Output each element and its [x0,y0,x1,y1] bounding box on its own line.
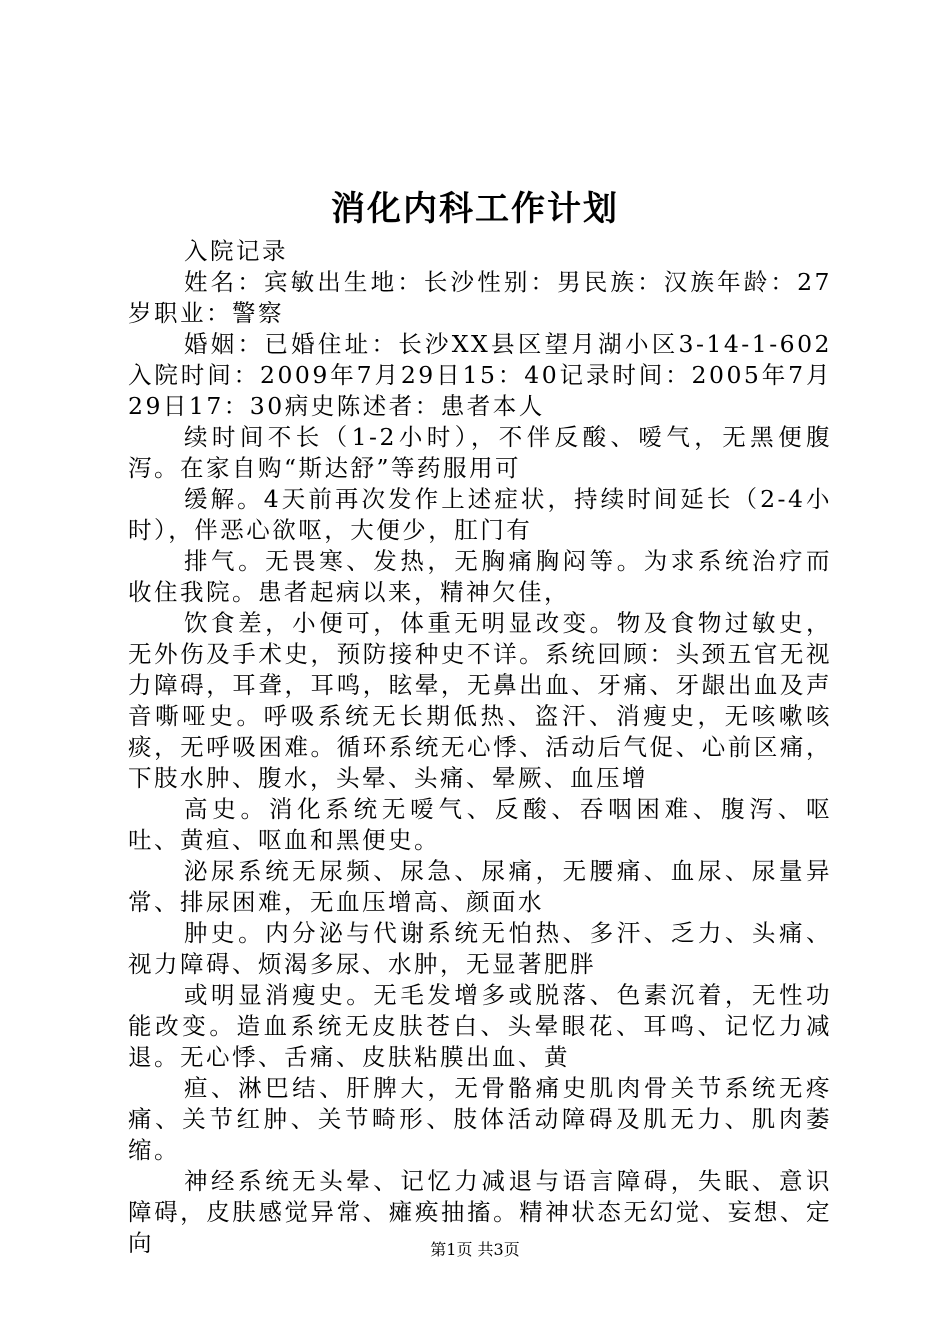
page-footer: 第1页 共3页 [430,1240,520,1259]
document-body [128,236,832,1259]
paragraph: 饮食差，小便可，体重无明显改变。物及食物过敏史，无外伤及手术史，预防接种史不详。系统回顾：头颈五官无视力障碍，耳聋，耳鸣，眩晕，无鼻出血、牙痛、牙龈出血及声音嘶哑史。呼吸系统无长期低热、盗汗、消瘦史，无咳嗽咳痰，无呼吸困难。循环系统无心悸、活动后气促、心前区痛，下肢水肿、腹水，头晕、头痛、晕厥、血压增 [128,609,832,792]
paragraph: 缓解。4天前再次发作上述症状，持续时间延长（2-4小时），伴恶心欲呕，大便少，肛门有 [128,485,832,544]
paragraph: 入院记录 [184,237,288,265]
paragraph: 高史。消化系统无嗳气、反酸、吞咽困难、腹泻、呕吐、黄疸、呕血和黑便史。 [128,795,832,854]
paragraph: 或明显消瘦史。无毛发增多或脱落、色素沉着，无性功能改变。造血系统无皮肤苍白、头晕眼花、耳鸣、记忆力减退。无心悸、舌痛、皮肤粘膜出血、黄 [128,981,832,1071]
paragraph: 泌尿系统无尿频、尿急、尿痛，无腰痛、血尿、尿量异常、排尿困难，无血压增高、颜面水 [128,857,832,916]
paragraph: 疸、淋巴结、肝脾大，无骨骼痛史肌肉骨关节系统无疼痛、关节红肿、关节畸形、肢体活动障碍及肌无力、肌肉萎缩。 [128,1074,832,1164]
paragraph: 姓名：宾敏出生地：长沙性别：男民族：汉族年龄：27岁职业：警察 [128,268,832,327]
paragraph: 婚姻：已婚住址：长沙XX县区望月湖小区3-14-1-602入院时间：2009年7月29日15：40记录时间：2005年7月29日17：30病史陈述者：患者本人 [128,330,832,420]
paragraph: 排气。无畏寒、发热，无胸痛胸闷等。为求系统治疗而收住我院。患者起病以来，精神欠佳， [128,547,832,606]
paragraph: 肿史。内分泌与代谢系统无怕热、多汗、乏力、头痛、视力障碍、烦渴多尿、水肿，无显著肥胖 [128,919,832,978]
paragraph: 续时间不长（1-2小时），不伴反酸、嗳气，无黑便腹泻。在家自购“斯达舒”等药服用可 [128,423,832,482]
paragraph: 神经系统无头晕、记忆力减退与语言障碍，失眠、意识障碍，皮肤感觉异常、瘫痪抽搐。精神状态无幻觉、妄想、定向 [128,1167,832,1257]
document-title: 消化内科工作计划 [331,189,619,229]
